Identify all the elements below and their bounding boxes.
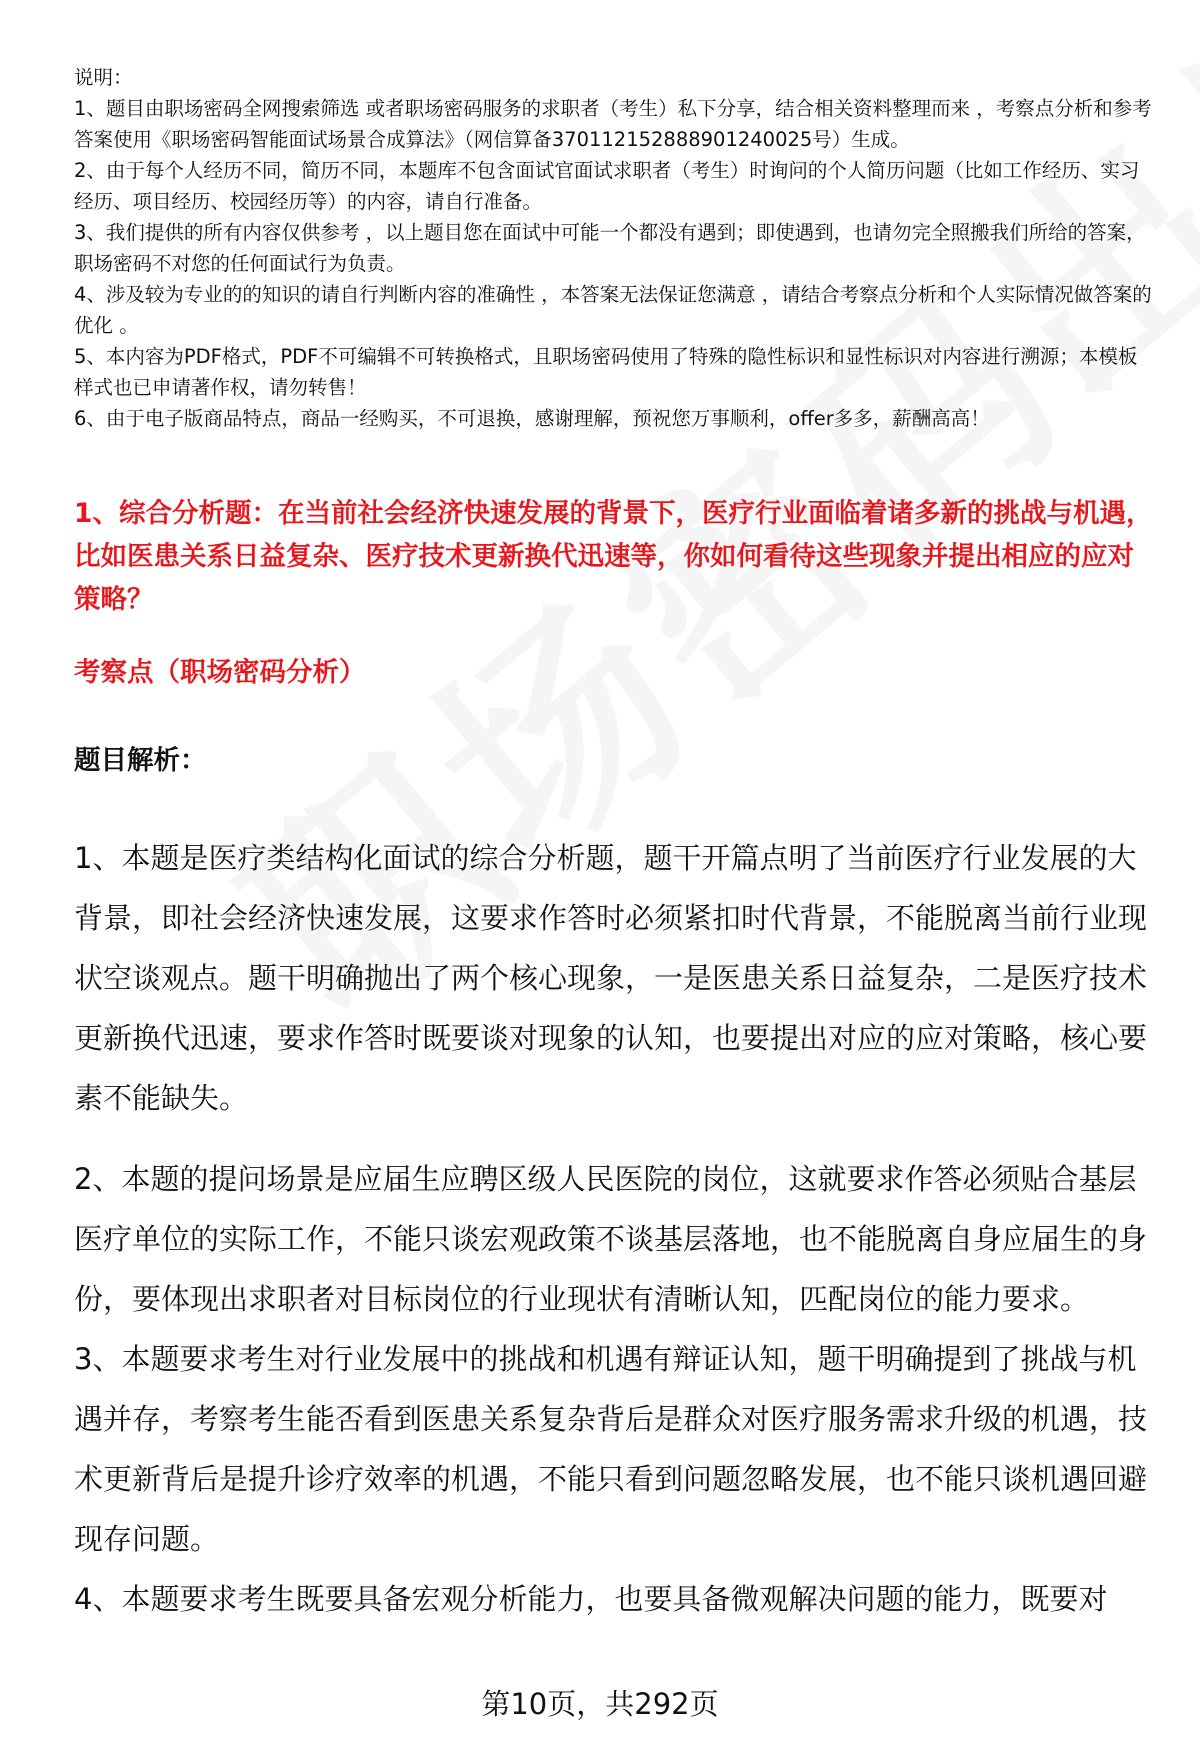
analysis-heading: 题目解析： — [74, 745, 207, 776]
note-item: 4、涉及较为专业的的知识的请自行判断内容的准确性 ，本答案无法保证您满意 ，请结合考察点分析和个人实际情况做答案的优化 。 — [74, 283, 1152, 337]
note-item: 6、由于电子版商品特点，商品一经购买，不可退换，感谢理解，预祝您万事顺利，offer多多，薪酬高高！ — [74, 407, 990, 430]
question-title: 1、综合分析题：在当前社会经济快速发展的背景下，医疗行业面临着诸多新的挑战与机遇，比如医患关系日益复杂、医疗技术更新换代迅速等，你如何看待这些现象并提出相应的应对策略？ — [74, 498, 1153, 615]
note-item: 1、题目由职场密码全网搜索筛选 或者职场密码服务的求职者（考生）私下分享，结合相关资料整理而来 ，考察点分析和参考答案使用《职场密码智能面试场景合成算法》（网信算备370112152888901240025号）生成。 — [74, 97, 1152, 151]
analysis-paragraph: 1、本题是医疗类结构化面试的综合分析题，题干开篇点明了当前医疗行业发展的大背景，即社会经济快速发展，这要求作答时必须紧扣时代背景，不能脱离当前行业现状空谈观点。题干明确抛出了两个核心现象，一是医患关系日益复杂，二是医疗技术更新换代迅速，要求作答时既要谈对现象的认知，也要提出对应的应对策略，核心要素不能缺失。 — [74, 841, 1148, 1115]
note-item: 5、本内容为PDF格式，PDF不可编辑不可转换格式，且职场密码使用了特殊的隐性标识和显性标识对内容进行溯源；本模板样式也已申请著作权，请勿转售！ — [74, 345, 1138, 399]
analysis-paragraph: 3、本题要求考生对行业发展中的挑战和机遇有辩证认知，题干明确提到了挑战与机遇并存，考察考生能否看到医患关系复杂背后是群众对医疗服务需求升级的机遇，技术更新背后是提升诊疗效率的机遇，不能只看到问题忽略发展，也不能只谈机遇回避现存问题。 — [74, 1342, 1148, 1556]
analysis-paragraph: 2、本题的提问场景是应届生应聘区级人民医院的岗位，这就要求作答必须贴合基层医疗单位的实际工作，不能只谈宏观政策不谈基层落地，也不能脱离自身应届生的身份，要体现出求职者对目标岗位的行业现状有清晰认知，匹配岗位的能力要求。 — [74, 1162, 1148, 1316]
analysis-paragraph: 4、本题要求考生既要具备宏观分析能力，也要具备微观解决问题的能力，既要对 — [74, 1582, 1108, 1616]
page-number: 第10页，共292页 — [481, 1687, 719, 1721]
analysis-body — [74, 828, 1154, 1629]
notes-heading: 说明： — [74, 66, 133, 89]
kaochadian-heading: 考察点（职场密码分析） — [74, 657, 366, 688]
note-item: 2、由于每个人经历不同，简历不同，本题库不包含面试官面试求职者（考生）时询问的个人简历问题（比如工作经历、实习经历、项目经历、校园经历等）的内容，请自行准备。 — [74, 159, 1140, 213]
notes-section — [74, 62, 1154, 434]
note-item: 3、我们提供的所有内容仅供参考 ，以上题目您在面试中可能一个都没有遇到；即使遇到，也请勿完全照搬我们所给的答案，职场密码不对您的任何面试行为负责。 — [74, 221, 1146, 275]
